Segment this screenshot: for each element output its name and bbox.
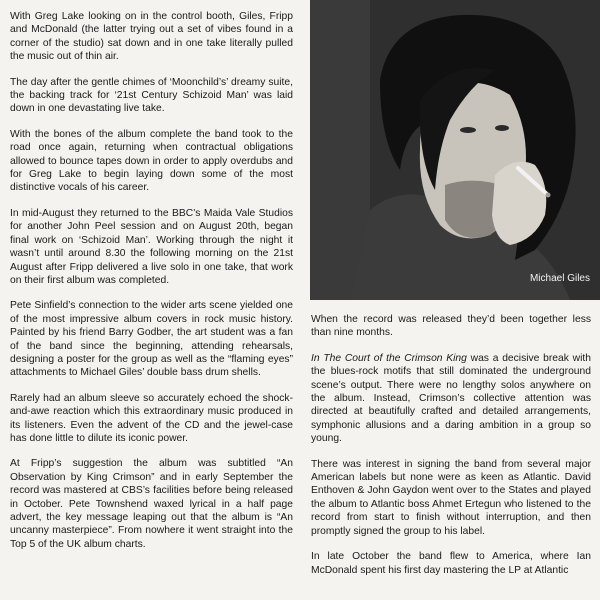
- cigarette-ash: [546, 193, 551, 198]
- paragraph: The day after the gentle chimes of ‘Moonchild’s’ dreamy suite, the backing track for ‘21st Century Schizoid Man’ was laid down in one devastating live take.: [10, 76, 293, 115]
- photo-caption: Michael Giles: [529, 273, 590, 284]
- paragraph: In late October the band flew to America, where Ian McDonald spent his first day mastering the LP at Atlantic: [311, 551, 591, 576]
- paragraph: With the bones of the album complete the band took to the road once again, returning when contractual obligations allowed to bounce tapes down in order to apply overdubs and for Greg Lake to begin laying down some of the most distinctive vocals of his career.: [10, 128, 293, 194]
- paragraph: [311, 352, 591, 446]
- paragraph: When the record was released they’d been together less than nine months.: [311, 314, 591, 339]
- album-title: In The Court of the Crimson King: [311, 352, 467, 364]
- paragraph-text: was a decisive break with the blues-rock motifs that still dominated the underground scene’s output. There were no lengthy solos anywhere on the album. Instead, Crimson’s collective attention was directed at beautifully crafted and detailed arrangements, symphonic allusions and a daring ambition in a group so young.: [311, 352, 591, 445]
- paragraph: There was interest in signing the band from several major American labels but none were as keen as Atlantic. David Enthoven & John Gaydon went over to the States and played the album to Atlantic boss Ahmet Ertegun who listened to the record from start to finish without interruption, and then promptly signed the group to his label.: [311, 458, 591, 537]
- paragraph: In mid-August they returned to the BBC’s Maida Vale Studios for another John Peel session and on August 20th, began final work on ‘Schizoid Man’. Working through the night it wasn’t until around 8.30 the following morning on the 21st August after Fripp delivered a live solo in one take, that work on their first album was completed.: [10, 207, 293, 286]
- left-text-column: [10, 10, 293, 563]
- michael-giles-photo: [310, 0, 600, 300]
- paragraph: With Greg Lake looking on in the control booth, Giles, Fripp and McDonald (the latter trying out a set of vibes found in a corner of the studio) sat down and in one take literally pulled the music out of thin air.: [10, 11, 293, 63]
- paragraph: Rarely had an album sleeve so accurately echoed the shock-and-awe reaction which this extraordinary music produced in its listeners. Even the advent of the CD and the jewel-case has done little to dilute its iconic power.: [10, 392, 293, 444]
- paragraph: Pete Sinfield’s connection to the wider arts scene yielded one of the most impressive album covers in rock music history. Painted by his friend Barry Godber, the art student was a fan of the band since the beginning, attending rehearsals, designing a poster for the group as well as the “flaming eyes” attachments to Michael Giles’ double bass drum shells.: [10, 300, 293, 379]
- paragraph: At Fripp’s suggestion the album was subtitled “An Observation by King Crimson” and in early September the record was mastered at CBS’s facilities before being released in October. Pete Townshend waxed lyrical in a half page advert, the key message leaping out that the album is “An uncanny masterpiece”. From nowhere it went straight into the Top 5 of the UK album charts.: [10, 458, 293, 550]
- eye: [495, 125, 509, 131]
- eye: [460, 127, 476, 133]
- right-text-column: [311, 313, 591, 589]
- portrait-illustration: [310, 0, 600, 300]
